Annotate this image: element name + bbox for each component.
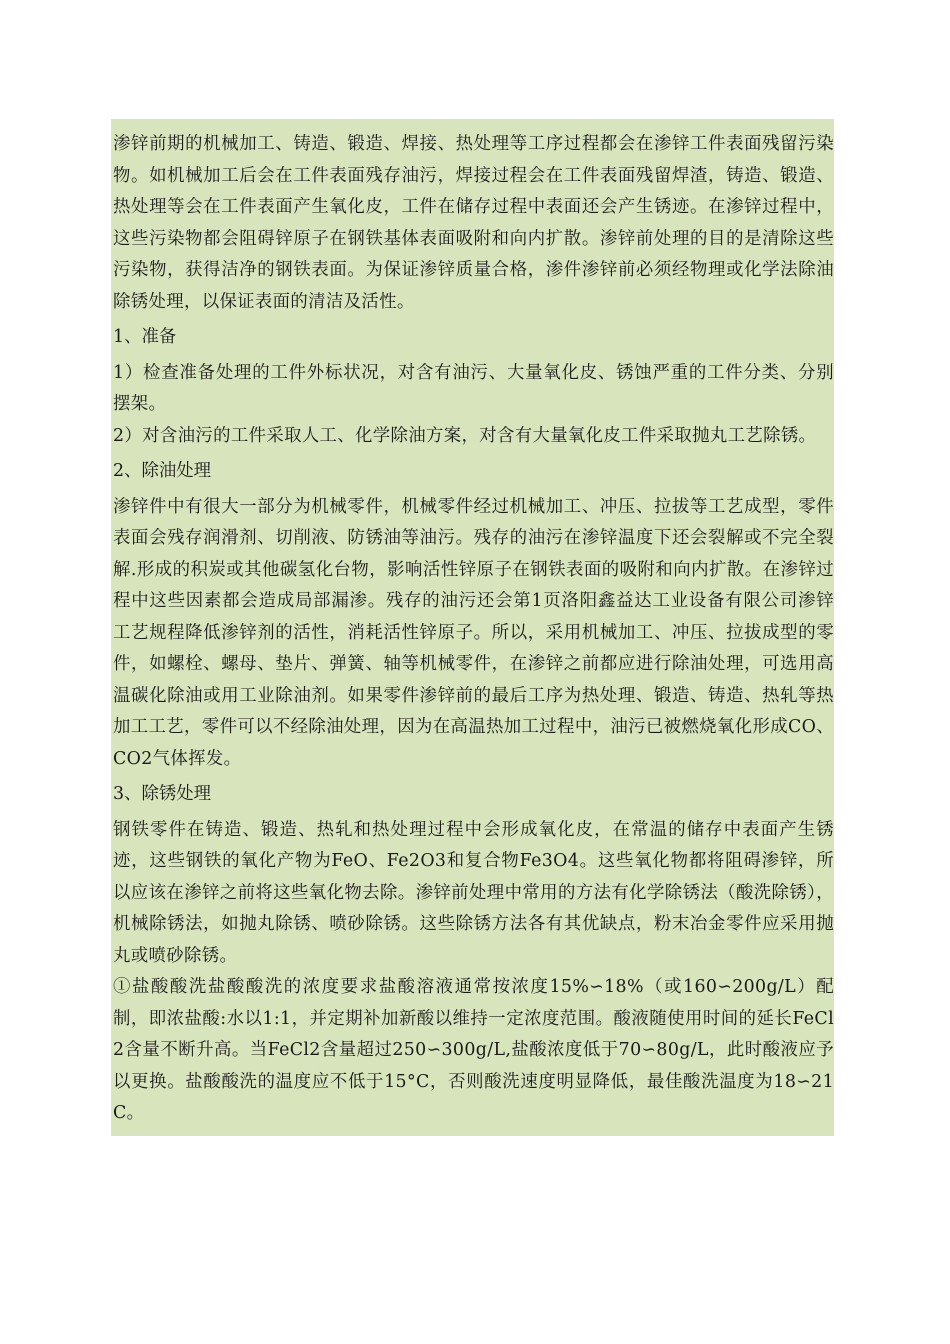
degrease-paragraph: 渗锌件中有很大一部分为机械零件，机械零件经过机械加工、冲压、拉拔等工艺成型，零件表面会残存润滑剂、切削液、防锈油等油污。残存的油污在渗锌温度下还会裂解或不完全裂解.形成的积炭或其他碳氢化台物，影响活性锌原子在钢铁表面的吸附和向内扩散。在渗锌过程中这些因素都会造成局部漏渗。残存的油污还会第1页洛阳鑫益达工业设备有限公司渗锌工艺规程降低渗锌剂的活性，消耗活性锌原子。所以，采用机械加工、冲压、拉拔成型的零件，如螺栓、螺母、垫片、弹簧、轴等机械零件，在渗锌之前都应进行除油处理，可选用高温碳化除油或用工业除油剂。如果零件渗锌前的最后工序为热处理、锻造、铸造、热轧等热加工工艺，零件可以不经除油处理，因为在高温热加工过程中，油污已被燃烧氧化形成CO、CO2气体挥发。	[113, 496, 834, 769]
section-heading-prepare: 1、准备	[113, 327, 177, 347]
hydrochloric-acid-paragraph: ①盐酸酸洗盐酸酸洗的浓度要求盐酸溶液通常按浓度15%∽18%（或160∽200g/L）配制，即浓盐酸:水以1:1，并定期补加新酸以维持一定浓度范围。酸液随使用时间的延长FeCl2含量不断升高。当FeCl2含量超过250∽300g/L,盐酸浓度低于70∽80g/L，此时酸液应予以更换。盐酸酸洗的温度应不低于15°C，否则酸洗速度明显降低，最佳酸洗温度为18∽21C。	[113, 977, 834, 1123]
derust-paragraph: 钢铁零件在铸造、锻造、热轧和热处理过程中会形成氧化皮，在常温的储存中表面产生锈迹，这些钢铁的氧化产物为FeO、Fe2O3和复合物Fe3O4。这些氧化物都将阻碍渗锌，所以应该在渗锌之前将这些氧化物去除。渗锌前处理中常用的方法有化学除锈法（酸洗除锈），机械除锈法，如抛丸除锈、喷砂除锈。这些除锈方法各有其优缺点，粉末冶金零件应采用抛丸或喷砂除锈。	[113, 819, 834, 966]
document-body	[111, 119, 834, 1136]
prepare-step-1: 1）检查准备处理的工件外标状况，对含有油污、大量氧化皮、锈蚀严重的工件分类、分别摆架。	[113, 362, 834, 414]
section-heading-degrease: 2、除油处理	[113, 461, 212, 481]
section-heading-derust: 3、除锈处理	[113, 784, 212, 804]
prepare-step-2: 2）对含油污的工件采取人工、化学除油方案，对含有大量氧化皮工件采取抛丸工艺除锈。	[113, 425, 817, 446]
intro-paragraph: 渗锌前期的机械加工、铸造、锻造、焊接、热处理等工序过程都会在渗锌工件表面残留污染物。如机械加工后会在工件表面残存油污，焊接过程会在工件表面残留焊渣，铸造、锻造、热处理等会在工件表面产生氧化皮，工件在储存过程中表面还会产生锈迹。在渗锌过程中，这些污染物都会阻碍锌原子在钢铁基体表面吸附和向内扩散。渗锌前处理的目的是清除这些污染物，获得洁净的钢铁表面。为保证渗锌质量合格，渗件渗锌前必须经物理或化学法除油除锈处理，以保证表面的清洁及活性。	[113, 134, 834, 312]
